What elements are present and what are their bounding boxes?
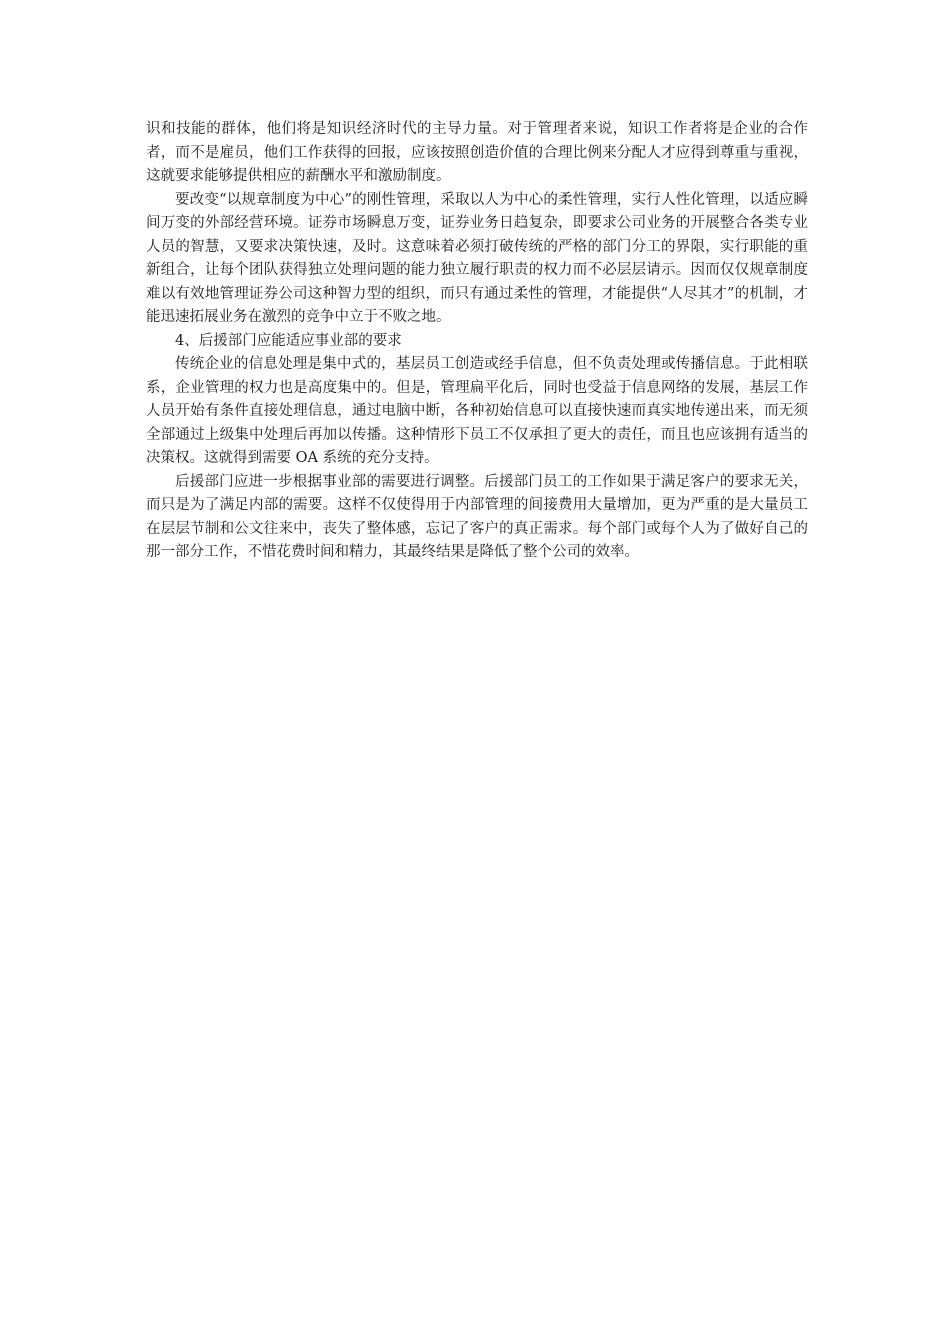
paragraph-backoffice-adjustment: 后援部门应进一步根据事业部的需要进行调整。后援部门员工的工作如果于满足客户的要求无关，而只是为了满足内部的需要。这样不仅使得用于内部管理的间接费用大量增加，更为严重的是大量员工在层层节制和公文往来中，丧失了整体感，忘记了客户的真正需求。每个部门或每个人为了做好自己的那一部分工作，不惜花费时间和精力，其最终结果是降低了整个公司的效率。 [146,473,808,560]
paragraph-continuation: 识和技能的群体，他们将是知识经济时代的主导力量。对于管理者来说，知识工作者将是企业的合作者，而不是雇员，他们工作获得的回报，应该按照创造价值的合理比例来分配人才应得到尊重与重视，这就要求能够提供相应的薪酬水平和激励制度。 [146,121,808,184]
section-heading-backoffice: 4、后援部门应能适应事业部的要求 [175,332,402,349]
paragraph-flexible-management: 要改变“以规章制度为中心”的刚性管理，采取以人为中心的柔性管理，实行人性化管理，以适应瞬间万变的外部经营环境。证券市场瞬息万变，证券业务日趋复杂，即要求公司业务的开展整合各类专业人员的智慧，又要求决策快速，及时。这意味着必须打破传统的严格的部门分工的界限，实行职能的重新组合，让每个团队获得独立处理问题的能力独立履行职责的权力而不必层层请示。因而仅仅规章制度难以有效地管理证券公司这种智力型的组织，而只有通过柔性的管理，才能提供“人尽其才”的机制，才能迅速拓展业务在激烈的竞争中立于不败之地。 [146,191,808,325]
paragraph-information-processing: 传统企业的信息处理是集中式的，基层员工创造或经手信息，但不负责处理或传播信息。于此相联系，企业管理的权力也是高度集中的。但是，管理扁平化后，同时也受益于信息网络的发展，基层工作人员开始有条件直接处理信息，通过电脑中断，各种初始信息可以直接快速而真实地传递出来，而无须全部通过上级集中处理后再加以传播。这种情形下员工不仅承担了更大的责任，而且也应该拥有适当的决策权。这就得到需要 OA 系统的充分支持。 [146,356,808,466]
document-body [146,118,808,565]
